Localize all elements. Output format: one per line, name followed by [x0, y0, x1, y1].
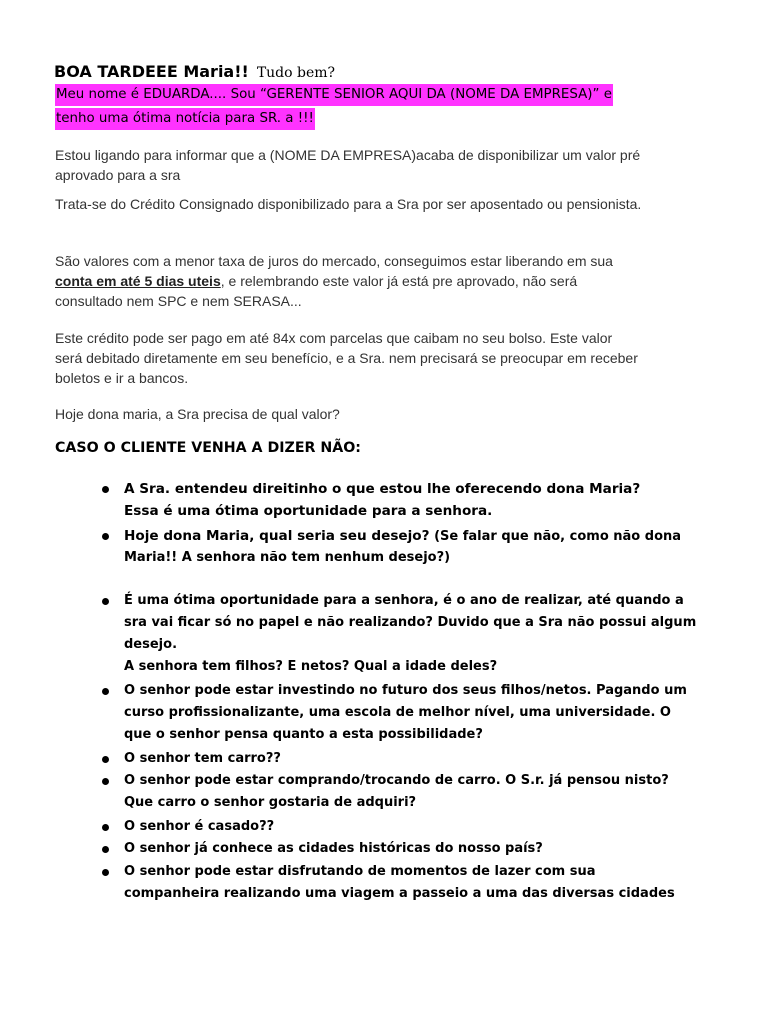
intro-highlight-line-1: Meu nome é EDUARDA.... Sou “GERENTE SENIOR AQUI DA (NOME DA EMPRESA)” e — [55, 84, 613, 106]
bullet-3-line-2: sra vai ficar só no papel e não realizando? Duvido que a Sra não possui algum — [124, 615, 697, 630]
bullet-2-question: Hoje dona Maria, qual seria seu desejo? — [124, 528, 430, 544]
paragraph-3-line-2-rest: , e relembrando este valor já está pre aprovado, não será — [220, 273, 578, 289]
paragraph-4-line-1: Este crédito pode ser pago em até 84x com parcelas que caibam no seu bolso. Este valor — [55, 330, 613, 346]
bullet-3-line-3: desejo. — [124, 637, 178, 652]
bullet-dot — [102, 824, 109, 831]
intro-highlight-line-2: tenho uma ótima notícia para SR. a !!! — [55, 108, 315, 130]
paragraph-1-line-2: aprovado para a sra — [55, 167, 181, 183]
bullet-dot — [102, 846, 109, 853]
bullet-dot — [102, 533, 109, 540]
greeting-subtitle: Tudo bem? — [256, 65, 336, 81]
bullet-3-line-1: É uma ótima oportunidade para a senhora, é o ano de realizar, até quando a — [124, 593, 684, 608]
greeting-title: BOA TARDEEE Maria!! — [54, 62, 249, 81]
paragraph-2: Trata-se do Crédito Consignado disponibilizado para a Sra por ser aposentado ou pensionista. — [55, 196, 642, 212]
bullet-dot — [102, 486, 109, 493]
paragraph-4-line-3: boletos e ir a bancos. — [55, 370, 189, 386]
bullet-3-line-4: A senhora tem filhos? E netos? Qual a idade deles? — [124, 659, 498, 674]
bullet-4-line-2: curso profissionalizante, uma escola de melhor nível, uma universidade. O — [124, 705, 671, 720]
paragraph-4-line-2: será debitado diretamente em seu benefício, e a Sra. nem precisará se preocupar em receber — [55, 350, 638, 366]
paragraph-1-line-1: Estou ligando para informar que a (NOME DA EMPRESA)acaba de disponibilizar um valor pré — [55, 147, 641, 163]
paragraph-3-line-3: consultado nem SPC e nem SERASA... — [55, 293, 302, 309]
bullet-2-line-2: Maria!! A senhora não tem nenhum desejo?) — [124, 550, 451, 565]
paragraph-3-line-1: São valores com a menor taxa de juros do mercado, conseguimos estar liberando em sua — [55, 253, 613, 269]
bullet-2-line-1 — [124, 525, 681, 548]
paragraph-3-line-2 — [55, 271, 577, 291]
bullet-4-line-1: O senhor pode estar investindo no futuro dos seus filhos/netos. Pagando um — [124, 683, 687, 698]
bullet-dot — [102, 869, 109, 876]
bullet-6-line-1: O senhor pode estar comprando/trocando de carro. O S.r. já pensou nisto? — [124, 773, 669, 788]
bullet-9-line-2: companheira realizando uma viagem a passeio a uma das diversas cidades — [124, 886, 675, 901]
paragraph-5: Hoje dona maria, a Sra precisa de qual valor? — [55, 406, 340, 422]
objections-heading: CASO O CLIENTE VENHA A DIZER NÃO: — [55, 440, 361, 456]
bullet-8: O senhor já conhece as cidades históricas do nosso país? — [124, 841, 543, 856]
bullet-1-line-2: Essa é uma ótima oportunidade para a senhora. — [124, 503, 493, 519]
bullet-1-line-1: A Sra. entendeu direitinho o que estou lhe oferecendo dona Maria? — [124, 481, 641, 497]
emphasis-deadline: conta em até 5 dias uteis — [55, 273, 221, 289]
bullet-dot — [102, 778, 109, 785]
bullet-9-line-1: O senhor pode estar disfrutando de momentos de lazer com sua — [124, 864, 596, 879]
bullet-7: O senhor é casado?? — [124, 819, 275, 834]
bullet-4-line-3: que o senhor pensa quanto a esta possibilidade? — [124, 727, 483, 742]
bullet-6-line-2: Que carro o senhor gostaria de adquiri? — [124, 795, 417, 810]
bullet-dot — [102, 688, 109, 695]
bullet-2-aside: (Se falar que não, como não dona — [429, 529, 682, 544]
greeting-line — [54, 62, 335, 84]
bullet-dot — [102, 598, 109, 605]
bullet-5: O senhor tem carro?? — [124, 751, 281, 766]
bullet-dot — [102, 756, 109, 763]
